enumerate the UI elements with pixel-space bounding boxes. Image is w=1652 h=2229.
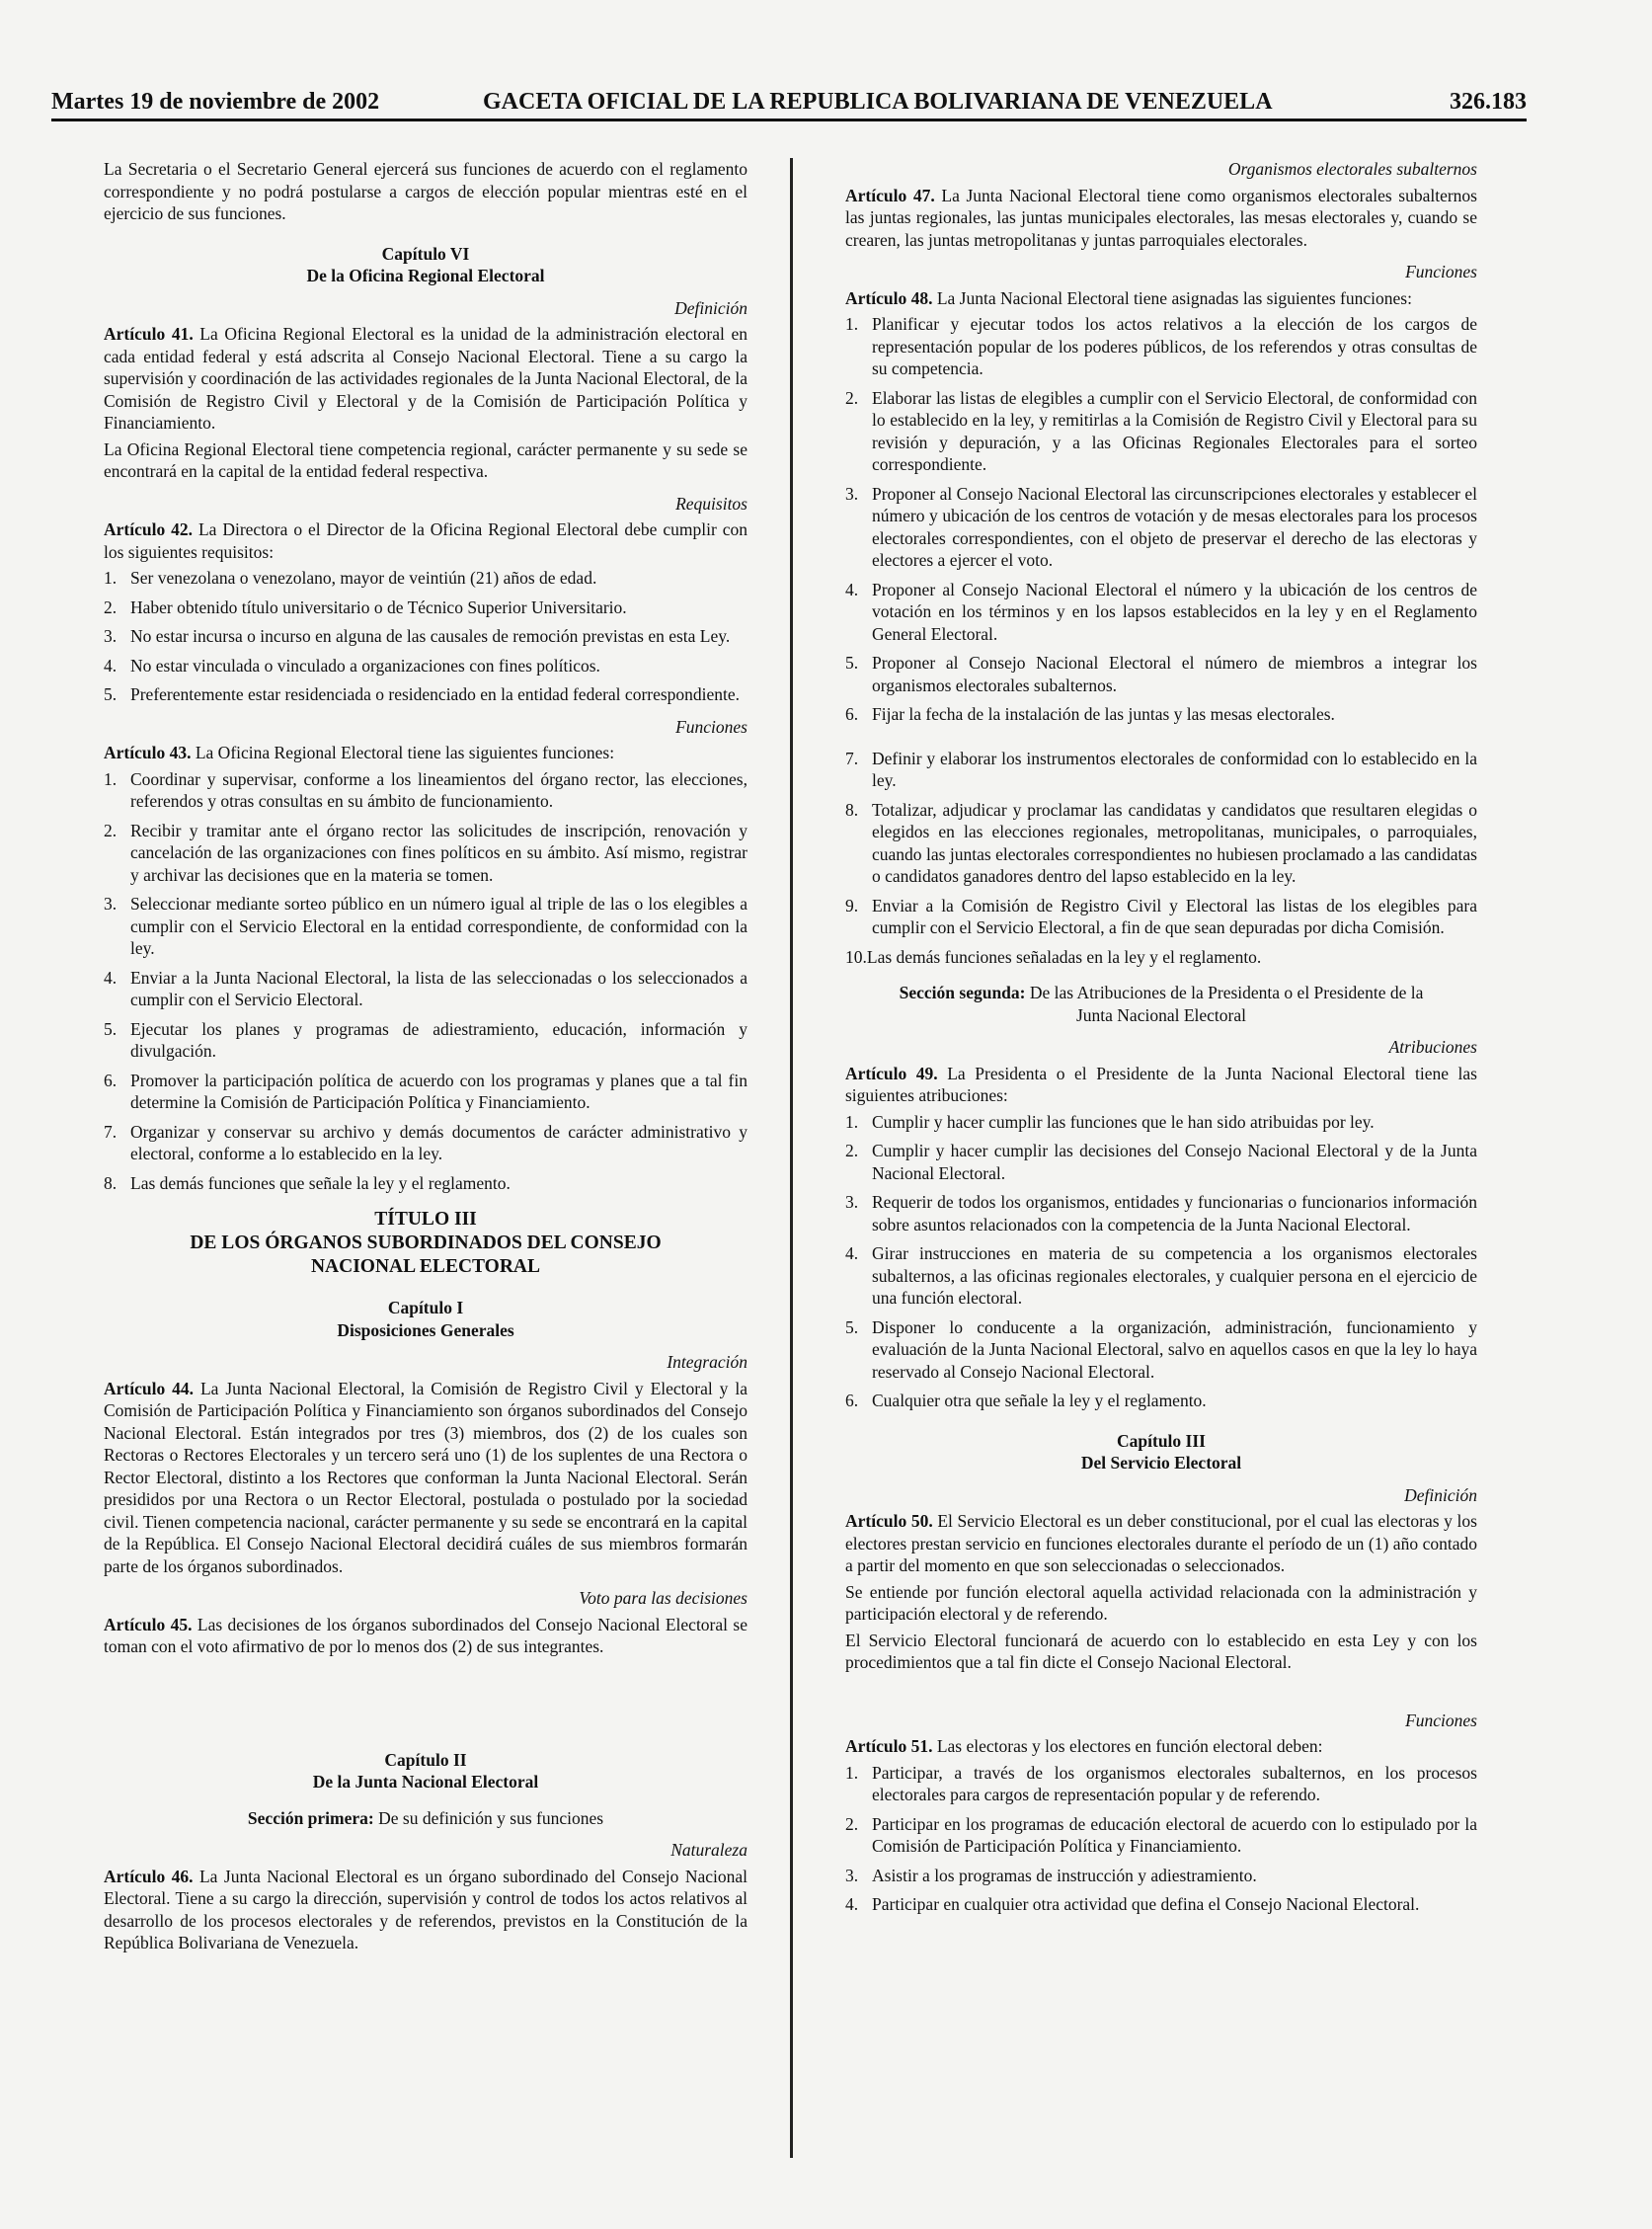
list-number: 4. (104, 655, 118, 676)
list-text: Seleccionar mediante sorteo público en un número igual al triple de las o los elegibles a cumplir con el Servicio Electoral en la entidad correspondiente, de conformidad con la ley. (130, 894, 747, 958)
side-heading-definicion: Definición (674, 297, 747, 318)
article-43-list (104, 768, 747, 1195)
article-44-label: Artículo 44. (104, 1378, 195, 1398)
list-text: Participar en cualquier otra actividad que defina el Consejo Nacional Electoral. (872, 1894, 1420, 1914)
list-item (845, 1191, 1477, 1235)
list-number: 3. (845, 483, 859, 504)
list-item (104, 625, 747, 648)
list-item (104, 893, 747, 960)
article-47 (845, 185, 1477, 252)
list-number: 6. (845, 704, 859, 724)
side-heading-requisitos: Requisitos (675, 493, 747, 514)
side-heading-organismos: Organismos electorales subalternos (1227, 159, 1477, 179)
list-number: 5. (845, 1316, 859, 1337)
list-item (104, 768, 747, 813)
list-number: 2. (845, 1813, 859, 1834)
side-heading-atribuciones: Atribuciones (1388, 1037, 1477, 1057)
article-48 (845, 287, 1477, 310)
list-item (845, 703, 1477, 726)
list-item (845, 1316, 1477, 1384)
list-text: Participar en los programas de educación electoral de acuerdo con lo estipulado por la Comisión de Participación Política y Financiamiento. (872, 1813, 1477, 1856)
list-number: 2. (104, 820, 118, 840)
article-46-text: La Junta Nacional Electoral es un órgano subordinado del Consejo Nacional Electoral. Tiene a su cargo la dirección, supervisión y control de todos los actos relativos al desarrollo de los procesos electorales y de referendos, previstos en la Constitución de la República Bolivariana de Venezuela. (104, 1866, 747, 1952)
list-text: Participar, a través de los organismos electorales subalternos, en los procesos electorales para cargos de representación popular y de referendo. (872, 1762, 1477, 1804)
article-42-text: La Directora o el Director de la Oficina Regional Electoral debe cumplir con los siguientes requisitos: (104, 519, 747, 562)
list-item (845, 313, 1477, 380)
side-heading-integracion: Integración (667, 1352, 747, 1372)
right-column (845, 158, 1477, 1923)
list-text: Totalizar, adjudicar y proclamar las candidatas y candidatos que resultaren elegidas o elegidos en las elecciones regionales, metropolitanas, municipales, o parroquiales, cuando las juntas electorales correspondientes no hubiesen proclamado a las candidatas o candidatos ganadores dentro del lapso establecido en la ley. (872, 799, 1477, 886)
list-item (845, 387, 1477, 476)
list-number: 1. (845, 314, 859, 334)
section-2-heading (845, 982, 1477, 1004)
chapter-6-subtitle: De la Oficina Regional Electoral (306, 266, 545, 285)
chapter-1-title: Capítulo I (387, 1298, 464, 1317)
list-item (845, 1893, 1477, 1916)
side-heading-naturaleza: Naturaleza (670, 1840, 747, 1860)
article-44-text: La Junta Nacional Electoral, la Comisión de Registro Civil y Electoral y la Comisión de Participación Política y Financiamiento son órganos subordinados del Consejo Nacional Electoral. Están integrados por tres (3) miembros, dos (2) de los cuales son Rectoras o Rectores Electorales y un tercero será uno (1) de los suplentes de una Rectora o Rector Electoral, distinto a los Rectores que conforman la Junta Nacional Electoral. Serán presididos por una Rectora o un Rector Electoral, postulada o postulado por la sociedad civil. Tienen competencia nacional, carácter permanente y su sede se encontrará en la capital de la República. El Consejo Nacional Electoral decidirá cuáles de sus miembros formarán parte de los órganos subordinados. (104, 1378, 747, 1576)
list-item (104, 1172, 747, 1195)
list-item (845, 579, 1477, 646)
list-text: Coordinar y supervisar, conforme a los lineamientos del órgano rector, las elecciones, referendos y otras consultas en su ámbito de funcionamiento. (130, 768, 747, 811)
article-49-label: Artículo 49. (845, 1063, 938, 1083)
section-2-text: De las Atribuciones de la Presidenta o el Presidente de la (1025, 983, 1424, 1002)
list-number: 8. (104, 1172, 118, 1193)
article-42 (104, 518, 747, 563)
intro-paragraph: La Secretaria o el Secretario General ejercerá sus funciones de acuerdo con el reglamento correspondiente y no podrá postularse a cargos de elección popular mientras esté en el ejercicio de sus funciones. (104, 159, 747, 223)
list-item (845, 1242, 1477, 1310)
list-text: Cumplir y hacer cumplir las decisiones del Consejo Nacional Electoral y de la Junta Nacional Electoral. (872, 1141, 1477, 1183)
section-2-heading-line-2: Junta Nacional Electoral (1075, 1004, 1246, 1025)
list-text: Recibir y tramitar ante el órgano rector las solicitudes de inscripción, renovación y cancelación de las organizaciones con fines políticos en su ámbito. Así mismo, registrar y archivar las decisiones que en la materia se tomen. (130, 820, 747, 885)
list-text: Disponer lo conducente a la organización, administración, funcionamiento y evaluación de la Junta Nacional Electoral, salvo en aquellos casos en que la ley lo haya reservado al Consejo Nacional Electoral. (872, 1316, 1477, 1382)
list-item (845, 1390, 1477, 1412)
column-divider (790, 158, 793, 2158)
list-number: 3. (104, 894, 118, 914)
article-41-paragraph-2: La Oficina Regional Electoral tiene competencia regional, carácter permanente y su sede se encontrará en la capital de la entidad federal respectiva. (104, 438, 747, 481)
article-45-text: Las decisiones de los órganos subordinados del Consejo Nacional Electoral se toman con el voto afirmativo de por lo menos dos (2) de sus integrantes. (104, 1614, 747, 1656)
list-item (845, 946, 1477, 969)
article-44 (104, 1378, 747, 1578)
list-item (104, 655, 747, 677)
list-number: 5. (845, 653, 859, 673)
list-item (845, 1813, 1477, 1858)
list-number: 2. (845, 1141, 859, 1160)
list-number: 1. (104, 768, 118, 789)
article-51-list (845, 1762, 1477, 1916)
chapter-6-title: Capítulo VI (381, 243, 470, 264)
side-heading-funciones: Funciones (675, 716, 747, 737)
chapter-1-subtitle: Disposiciones Generales (337, 1319, 514, 1340)
list-text: Cualquier otra que señale la ley y el reglamento. (872, 1391, 1207, 1410)
article-43 (104, 742, 747, 764)
list-item (104, 683, 747, 706)
article-46-label: Artículo 46. (104, 1866, 194, 1886)
side-heading-funciones-2: Funciones (1405, 1710, 1477, 1730)
article-43-label: Artículo 43. (104, 743, 192, 762)
list-number: 6. (845, 1391, 859, 1410)
list-text: No estar incursa o incurso en alguna de las causales de remoción previstas en esta Ley. (130, 626, 731, 646)
article-50-paragraph-3: El Servicio Electoral funcionará de acuerdo con lo establecido en esta Ley y con los procedimientos que a tal fin dicte el Consejo Nacional Electoral. (845, 1630, 1477, 1672)
article-50-paragraph-2: Se entiende por función electoral aquella actividad relacionada con la administración y participación electoral y de referendo. (845, 1581, 1477, 1624)
article-41-text: La Oficina Regional Electoral es la unidad de la administración electoral en cada entidad federal y está adscrita al Consejo Nacional Electoral. Tiene a su cargo la supervisión y coordinación de las actividades regionales de la Junta Nacional Electoral, de la Comisión de Registro Civil y Electoral y de la Comisión de Participación Política y Financiamiento. (104, 324, 747, 433)
list-text: Enviar a la Junta Nacional Electoral, la lista de las seleccionadas o los seleccionados a cumplir con el Servicio Electoral. (130, 967, 747, 1009)
list-number: 9. (845, 895, 859, 915)
list-number: 4. (104, 967, 118, 988)
list-text: Promover la participación política de acuerdo con los programas y planes que a tal fin determine la Comisión de Participación Política y Financiamiento. (130, 1070, 747, 1112)
list-item (104, 1070, 747, 1114)
list-text: Definir y elaborar los instrumentos electorales de conformidad con lo establecido en la ley. (872, 748, 1477, 790)
list-text: Cumplir y hacer cumplir las funciones que le han sido atribuidas por ley. (872, 1111, 1375, 1132)
list-number: 1. (845, 1111, 859, 1132)
list-item (104, 820, 747, 887)
article-51 (845, 1735, 1477, 1758)
list-item (845, 652, 1477, 696)
list-number: 5. (104, 684, 118, 704)
list-text: Las demás funciones señaladas en la ley y el reglamento. (866, 946, 1262, 967)
list-item (845, 748, 1477, 792)
list-item (104, 1121, 747, 1165)
article-46 (104, 1866, 747, 1954)
list-text: Enviar a la Comisión de Registro Civil y Electoral las listas de los elegibles para cumplir con el Servicio Electoral, a fin de que sean depuradas por dicha Comisión. (872, 895, 1477, 937)
list-number: 1. (845, 1762, 859, 1783)
article-47-label: Artículo 47. (845, 185, 935, 205)
spacer (104, 1662, 747, 1749)
title-3-line-3: NACIONAL ELECTORAL (310, 1256, 541, 1277)
side-heading-definicion: Definición (1404, 1484, 1477, 1505)
list-text: Proponer al Consejo Nacional Electoral el número de miembros a integrar los organismos electorales subalternos. (872, 653, 1477, 695)
article-50 (845, 1510, 1477, 1577)
chapter-2-title: Capítulo II (384, 1749, 467, 1770)
list-number: 3. (104, 626, 118, 646)
article-43-text: La Oficina Regional Electoral tiene las siguientes funciones: (191, 743, 615, 762)
chapter-2-subtitle: De la Junta Nacional Electoral (312, 1772, 539, 1791)
section-1-heading (104, 1807, 747, 1830)
article-41 (104, 323, 747, 435)
list-number: 3. (845, 1865, 859, 1885)
header-publication: GACETA OFICIAL DE LA REPUBLICA BOLIVARIANA DE VENEZUELA (483, 89, 1273, 115)
left-column (104, 158, 747, 1958)
list-number: 10. (845, 946, 867, 967)
list-number: 3. (845, 1192, 859, 1212)
list-number: 4. (845, 1894, 859, 1914)
list-item (845, 483, 1477, 572)
article-51-label: Artículo 51. (845, 1736, 933, 1756)
list-item (845, 1111, 1477, 1134)
list-number: 5. (104, 1018, 118, 1039)
article-50-label: Artículo 50. (845, 1511, 933, 1531)
spacer (845, 1678, 1477, 1700)
list-text: Requerir de todos los organismos, entidades y funcionarias o funcionarios información sobre asuntos relacionados con la competencia de la Junta Nacional Electoral. (872, 1192, 1477, 1234)
title-3-line-1: TÍTULO III (374, 1209, 477, 1230)
list-item (845, 799, 1477, 888)
title-3-line-2: DE LOS ÓRGANOS SUBORDINADOS DEL CONSEJO (190, 1233, 662, 1253)
list-text: Haber obtenido título universitario o de Técnico Superior Universitario. (130, 597, 627, 617)
list-text: Asistir a los programas de instrucción y adiestramiento. (872, 1865, 1257, 1885)
article-47-text: La Junta Nacional Electoral tiene como organismos electorales subalternos las juntas regionales, las juntas municipales electorales, las mesas electorales y, cuando se crearen, las juntas metropolitanas y juntas parroquiales electorales. (845, 185, 1477, 250)
list-number: 7. (104, 1121, 118, 1142)
list-text: Las demás funciones que señale la ley y el reglamento. (130, 1172, 511, 1193)
list-text: No estar vinculada o vinculado a organizaciones con fines políticos. (130, 655, 600, 676)
section-1-text: De su definición y sus funciones (373, 1807, 604, 1828)
list-text: Planificar y ejecutar todos los actos relativos a la elección de los cargos de representación popular de los poderes públicos, de los referendos y otras consultas de su competencia. (872, 314, 1477, 378)
list-item (104, 567, 747, 590)
article-41-label: Artículo 41. (104, 324, 194, 344)
article-51-text: Las electoras y los electores en función electoral deben: (932, 1736, 1323, 1756)
list-text: Proponer al Consejo Nacional Electoral las circunscripciones electorales y establecer el número y ubicación de los centros de votación y de mesas electorales para los procesos electorales correspondientes, con el objeto de preservar el derecho de las electoras y electores a ejercer el voto. (872, 483, 1477, 570)
article-42-label: Artículo 42. (104, 519, 194, 539)
list-text: Ejecutar los planes y programas de adiestramiento, educación, información y divulgación. (130, 1018, 747, 1061)
list-item (845, 1865, 1477, 1887)
article-50-text: El Servicio Electoral es un deber constitucional, por el cual las electoras y los electores prestan servicio en funciones electorales durante el período de un (1) año contado a partir del momento en que son seleccionadas o seleccionados. (845, 1511, 1477, 1575)
section-1-label: Sección primera: (247, 1807, 374, 1828)
list-item (845, 895, 1477, 939)
article-49-list (845, 1111, 1477, 1412)
list-number: 1. (104, 568, 118, 588)
list-number: 6. (104, 1070, 118, 1090)
list-text: Elaborar las listas de elegibles a cumplir con el Servicio Electoral, de conformidad con lo establecido en la ley, y remitirlas a la Comisión de Registro Civil y Electoral para su revisión y depuración, y a las Oficinas Regionales Electorales para el sorteo correspondiente. (872, 387, 1477, 474)
page-header (51, 87, 1527, 121)
article-49 (845, 1063, 1477, 1107)
list-text: Fijar la fecha de la instalación de las juntas y las mesas electorales. (872, 704, 1335, 724)
article-45 (104, 1614, 747, 1658)
chapter-3-title: Capítulo III (1117, 1430, 1206, 1451)
list-text: Organizar y conservar su archivo y demás documentos de carácter administrativo y electoral, conforme a lo establecido en la ley. (130, 1121, 747, 1163)
article-48-label: Artículo 48. (845, 287, 933, 308)
list-number: 8. (845, 799, 859, 820)
article-45-label: Artículo 45. (104, 1614, 193, 1634)
list-number: 4. (845, 1243, 859, 1263)
list-number: 4. (845, 579, 859, 599)
list-item (104, 967, 747, 1011)
list-item (104, 597, 747, 619)
header-date: Martes 19 de noviembre de 2002 (51, 89, 380, 115)
list-item (845, 1762, 1477, 1806)
article-48-list (845, 313, 1477, 968)
list-number: 7. (845, 748, 859, 768)
list-text: Proponer al Consejo Nacional Electoral el número y la ubicación de los centros de votación en los términos y en los lapsos establecidos en la ley y en el Reglamento General Electoral. (872, 579, 1477, 644)
article-48-text: La Junta Nacional Electoral tiene asignadas las siguientes funciones: (932, 287, 1412, 308)
list-item (845, 1140, 1477, 1184)
list-text: Girar instrucciones en materia de su competencia a los organismos electorales subalternos, a las oficinas regionales electorales, y cualquier persona en el ejercicio de una función electoral. (872, 1243, 1477, 1308)
list-number: 2. (104, 597, 118, 617)
article-49-text: La Presidenta o el Presidente de la Junta Nacional Electoral tiene las siguientes atribuciones: (845, 1063, 1477, 1105)
article-42-list (104, 567, 747, 706)
list-item (104, 1018, 747, 1063)
chapter-3-subtitle: Del Servicio Electoral (1080, 1453, 1242, 1473)
list-text: Preferentemente estar residenciada o residenciado en la entidad federal correspondiente. (130, 684, 741, 704)
section-2-label: Sección segunda: (899, 983, 1026, 1002)
list-text: Ser venezolana o venezolano, mayor de veintiún (21) años de edad. (130, 568, 597, 588)
header-page-number: 326.183 (1450, 89, 1527, 115)
side-heading-funciones: Funciones (1405, 262, 1477, 281)
side-heading-voto: Voto para las decisiones (579, 1588, 747, 1608)
list-number: 2. (845, 387, 859, 408)
